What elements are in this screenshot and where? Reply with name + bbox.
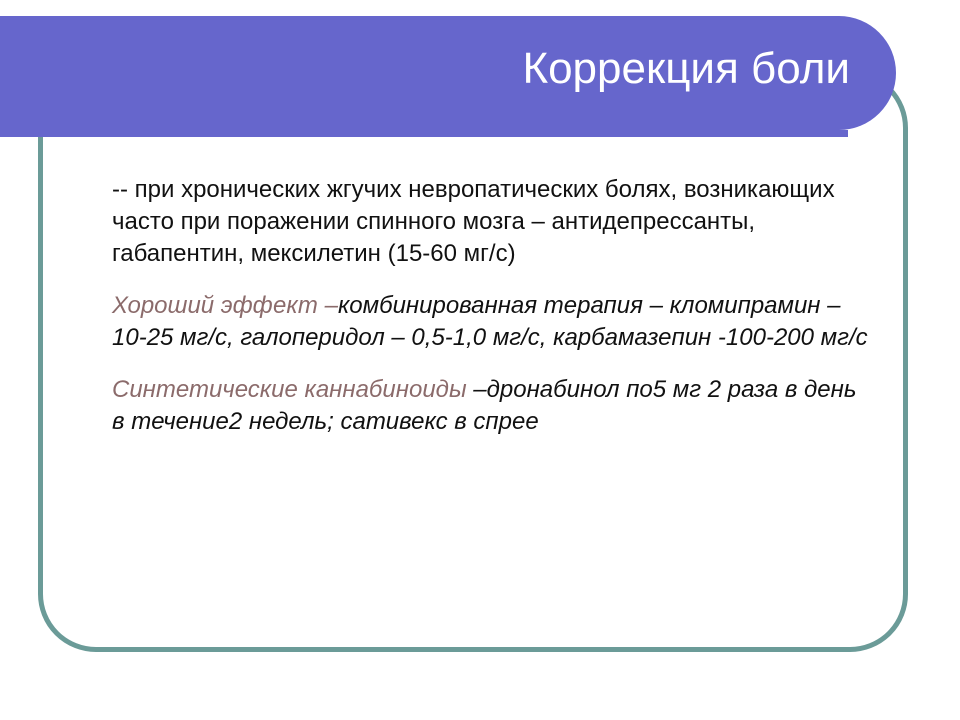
slide-title: Коррекция боли [522, 44, 850, 93]
paragraph-cannabinoids [112, 374, 872, 438]
combination-therapy-text: комбинированная терапия – кломипрамин – 10-25 мг/с, галоперидол – 0,5-1,0 мг/с, карбамазепин -100-200 мг/с [112, 292, 868, 351]
paragraph-chronic-pain: -- при хронических жгучих невропатических болях, возникающих часто при поражении спинного мозга – антидепрессанты, габапентин, мексилетин (15-60 мг/с) [112, 176, 835, 267]
paragraph-combination-therapy [112, 290, 872, 354]
cannabinoids-text: –дронабинол по5 мг 2 раза в день в течение2 недель; сативекс в спрее [112, 376, 857, 435]
highlight-good-effect: Хороший эффект – [112, 292, 338, 319]
highlight-synthetic-cannabinoids: Синтетические каннабиноиды [112, 376, 474, 403]
title-underline [0, 130, 848, 137]
slide-content [112, 174, 872, 458]
